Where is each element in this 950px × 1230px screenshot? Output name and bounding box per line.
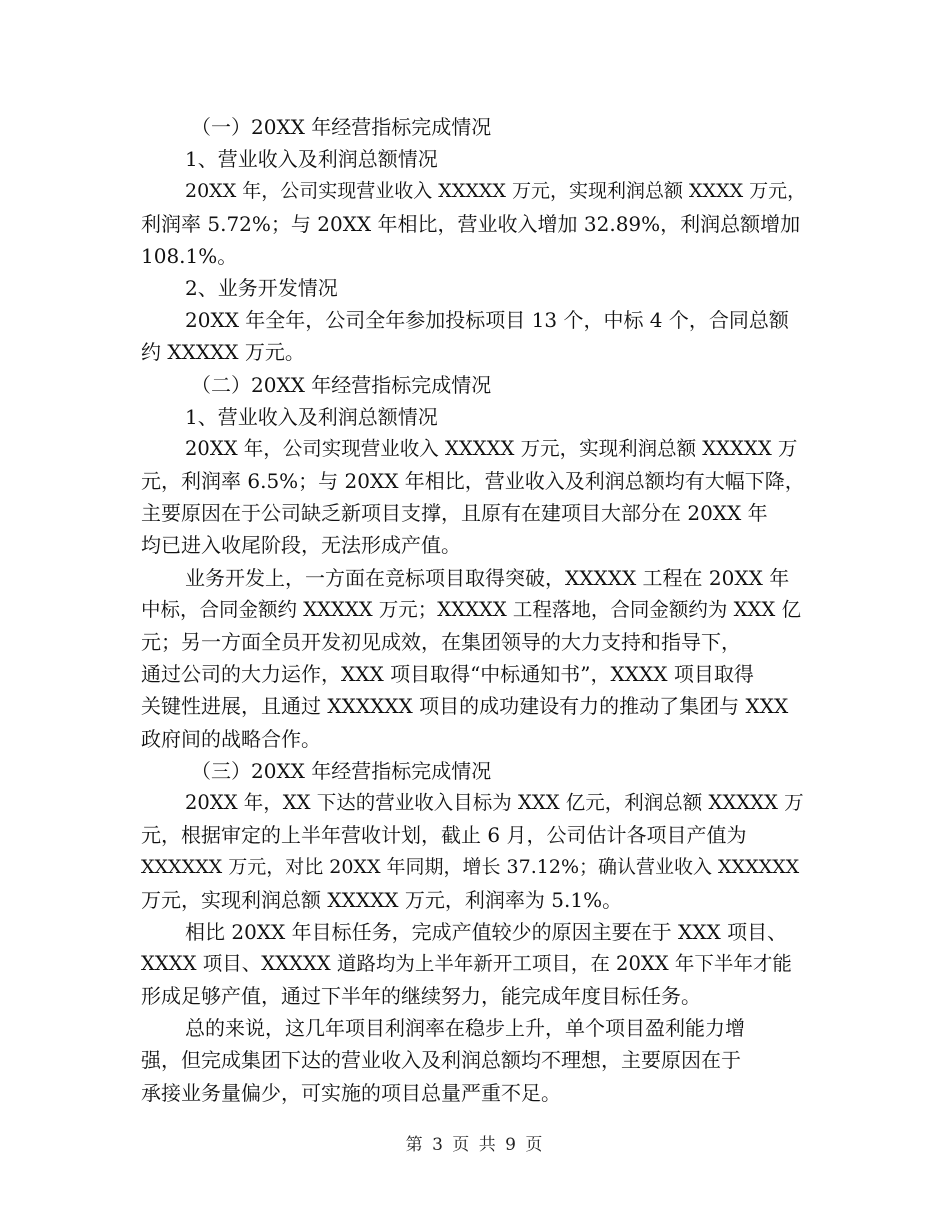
paragraph-line: XXXXXX 万元，对比 20XX 年同期，增长 37.12%；确认营业收入 XXXXXX: [141, 856, 800, 879]
paragraph-line: 约 XXXXX 万元。: [141, 340, 305, 365]
section-heading-1: （一）20XX 年经营指标完成情况: [191, 115, 492, 139]
subheading: 1、营业收入及利润总额情况: [185, 404, 438, 429]
paragraph-line: 通过公司的大力运作，XXX 项目取得“中标通知书”，XXXX 项目取得: [141, 662, 754, 687]
paragraph-line: 关键性进展，且通过 XXXXXX 项目的成功建设有力的推动了集团与 XXX: [141, 694, 789, 719]
paragraph-line: 20XX 年，公司实现营业收入 XXXXX 万元，实现利润总额 XXXXX 万: [185, 436, 798, 460]
paragraph-line: 元，利润率 6.5%；与 20XX 年相比，营业收入及利润总额均有大幅下降，: [141, 469, 805, 494]
subheading: 2、业务开发情况: [185, 275, 338, 300]
paragraph-line: 108.1%。: [141, 243, 238, 268]
paragraph-line: 中标，合同金额约 XXXXX 万元；XXXXX 工程落地，合同金额约为 XXX 亿: [141, 597, 801, 621]
paragraph-line: 总的来说，这几年项目利润率在稳步上升，单个项目盈利能力增: [185, 1016, 745, 1041]
paragraph-line: 承接业务量偏少，可实施的项目总量严重不足。: [141, 1080, 561, 1105]
paragraph-line: XXXX 项目、XXXXX 道路均为上半年新开工项目，在 20XX 年下半年才能: [141, 951, 792, 975]
subheading: 1、营业收入及利润总额情况: [185, 147, 438, 172]
paragraph-line: 业务开发上，一方面在竞标项目取得突破，XXXXX 工程在 20XX 年: [185, 565, 790, 590]
paragraph-line: 万元，实现利润总额 XXXXX 万元，利润率为 5.1%。: [141, 887, 623, 912]
paragraph-line: 20XX 年，公司实现营业收入 XXXXX 万元，实现利润总额 XXXX 万元，: [185, 180, 807, 203]
page-number-footer: 第 3 页 共 9 页: [405, 1135, 545, 1155]
paragraph-line: 均已进入收尾阶段，无法形成产值。: [141, 533, 461, 558]
paragraph-line: 强，但完成集团下达的营业收入及利润总额均不理想，主要原因在于: [141, 1048, 741, 1073]
paragraph-line: 相比 20XX 年目标任务，完成产值较少的原因主要在于 XXX 项目、: [185, 919, 788, 944]
paragraph-line: 政府间的战略合作。: [141, 726, 321, 751]
section-heading-3: （三）20XX 年经营指标完成情况: [191, 758, 492, 783]
document-body: [141, 111, 807, 1109]
paragraph-line: 20XX 年全年，公司全年参加投标项目 13 个，中标 4 个，合同总额: [185, 308, 789, 333]
paragraph-line: 元，根据审定的上半年营收计划，截止 6 月，公司估计各项目产值为: [141, 823, 747, 848]
paragraph-line: 形成足够产值，通过下半年的继续努力，能完成年度目标任务。: [141, 984, 701, 1009]
paragraph-line: 元；另一方面全员开发初见成效，在集团领导的大力支持和指导下，: [141, 630, 741, 654]
paragraph-line: 20XX 年，XX 下达的营业收入目标为 XXX 亿元，利润总额 XXXXX 万: [185, 790, 804, 814]
paragraph-line: 利润率 5.72%；与 20XX 年相比，营业收入增加 32.89%，利润总额增加: [141, 211, 801, 236]
paragraph-line: 主要原因在于公司缺乏新项目支撑，且原有在建项目大部分在 20XX 年: [141, 501, 768, 526]
section-heading-2: （二）20XX 年经营指标完成情况: [191, 372, 492, 397]
